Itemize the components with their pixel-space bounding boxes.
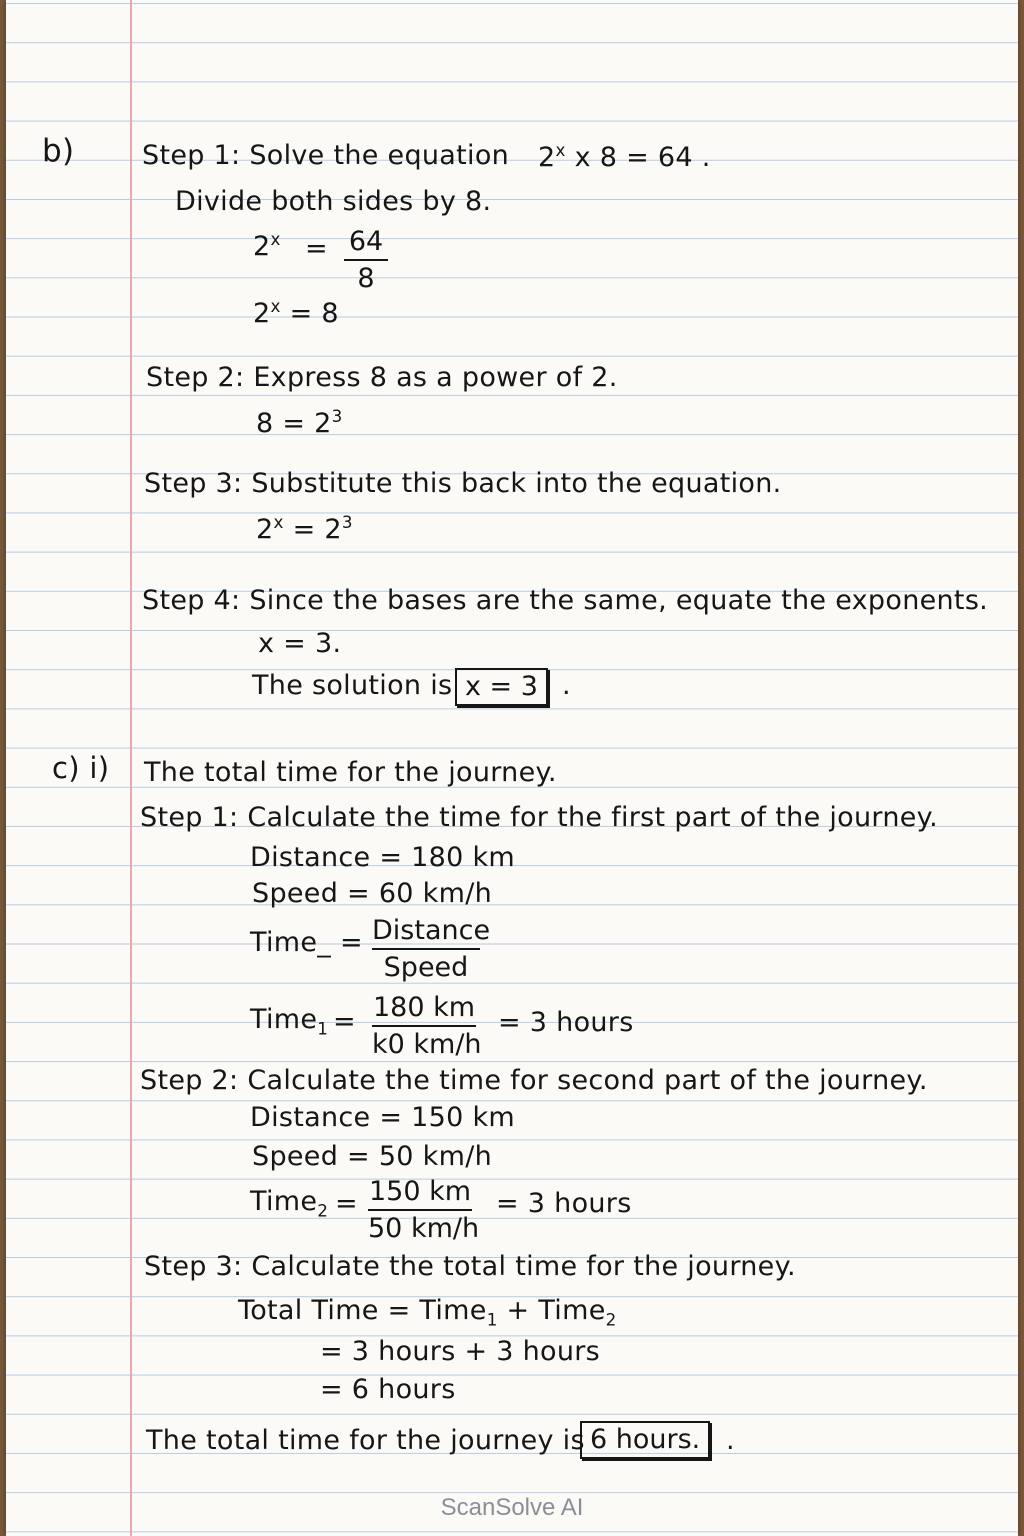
b-step3-text: Step 3: Substitute this back into the equation.	[144, 468, 782, 499]
b-eq1-numerator: 64	[348, 226, 384, 257]
part-c-label: c) i)	[52, 751, 110, 785]
c-time-label: Time_ =	[250, 927, 363, 958]
c-time2-result: = 3 hours	[496, 1188, 632, 1219]
c-time1-equals: =	[333, 1006, 356, 1037]
b-divide-text: Divide both sides by 8.	[175, 186, 492, 217]
c-speed1: Speed = 60 km/h	[252, 878, 493, 909]
c-time2-fraction	[368, 1176, 480, 1245]
c-time-numerator: Distance	[372, 915, 491, 946]
b-step2-equation: $8 = 2^3$	[256, 406, 343, 439]
fraction-bar	[344, 259, 388, 261]
c-final-period: .	[726, 1425, 735, 1456]
c-step1-text: Step 1: Calculate the time for the first part of the journey.	[140, 802, 938, 833]
b-solution-box: x = 3	[455, 668, 548, 706]
c-time2-denominator: 50 km/h	[368, 1213, 480, 1245]
c-total-line1: Total Time = Time$_1$ + Time$_2$	[238, 1295, 617, 1330]
c-time2-label: Time$_2$	[250, 1186, 329, 1221]
c-time2-numerator: 150 km	[368, 1176, 472, 1207]
b-eq1-fraction	[344, 226, 388, 294]
c-time1-denominator: k0 km/h	[372, 1029, 482, 1061]
c-time-fraction	[372, 915, 491, 984]
b-step1-equation: 2$^x$ x 8 = 64 .	[538, 140, 711, 173]
c-time2-equals: =	[335, 1188, 358, 1219]
fraction-bar	[368, 1209, 472, 1211]
b-eq1-lhs: 2$^x$	[253, 229, 281, 262]
c-final-text: The total time for the journey is	[146, 1425, 585, 1456]
c-distance2: Distance = 150 km	[250, 1102, 516, 1133]
c-speed2: Speed = 50 km/h	[252, 1141, 493, 1172]
c-total-line2: = 3 hours + 3 hours	[320, 1336, 601, 1367]
b-step1-text: Step 1: Solve the equation	[142, 140, 510, 171]
b-step4-equation: x = 3.	[258, 628, 342, 659]
b-eq1-denominator: 8	[357, 263, 375, 295]
c-time1-fraction	[372, 992, 482, 1061]
b-solution-text: The solution is	[252, 670, 453, 701]
c-step3-text: Step 3: Calculate the total time for the journey.	[144, 1251, 796, 1282]
c-heading: The total time for the journey.	[144, 757, 557, 788]
c-time1-numerator: 180 km	[372, 992, 476, 1023]
c-time-denominator: Speed	[383, 952, 469, 984]
b-solution-period: .	[562, 670, 571, 701]
c-distance1: Distance = 180 km	[250, 842, 516, 873]
c-total-line3: = 6 hours	[320, 1374, 456, 1405]
b-step3-equation: $2^x = 2^3$	[256, 512, 353, 545]
c-time1-label: Time$_1$	[250, 1004, 329, 1039]
c-time1-result: = 3 hours	[498, 1007, 634, 1038]
fraction-bar	[372, 948, 480, 950]
b-eq2: $2^x = 8$	[253, 296, 339, 329]
b-step4-text: Step 4: Since the bases are the same, equate the exponents.	[142, 585, 989, 616]
b-step2-text: Step 2: Express 8 as a power of 2.	[146, 362, 618, 393]
c-final-box: 6 hours.	[580, 1421, 710, 1459]
fraction-bar	[372, 1025, 476, 1027]
watermark: ScanSolve AI	[440, 1494, 584, 1521]
margin-line	[130, 0, 132, 1536]
part-b-label: b)	[42, 133, 75, 169]
b-eq1-equals: =	[305, 233, 328, 264]
c-step2-text: Step 2: Calculate the time for second part of the journey.	[140, 1065, 928, 1096]
